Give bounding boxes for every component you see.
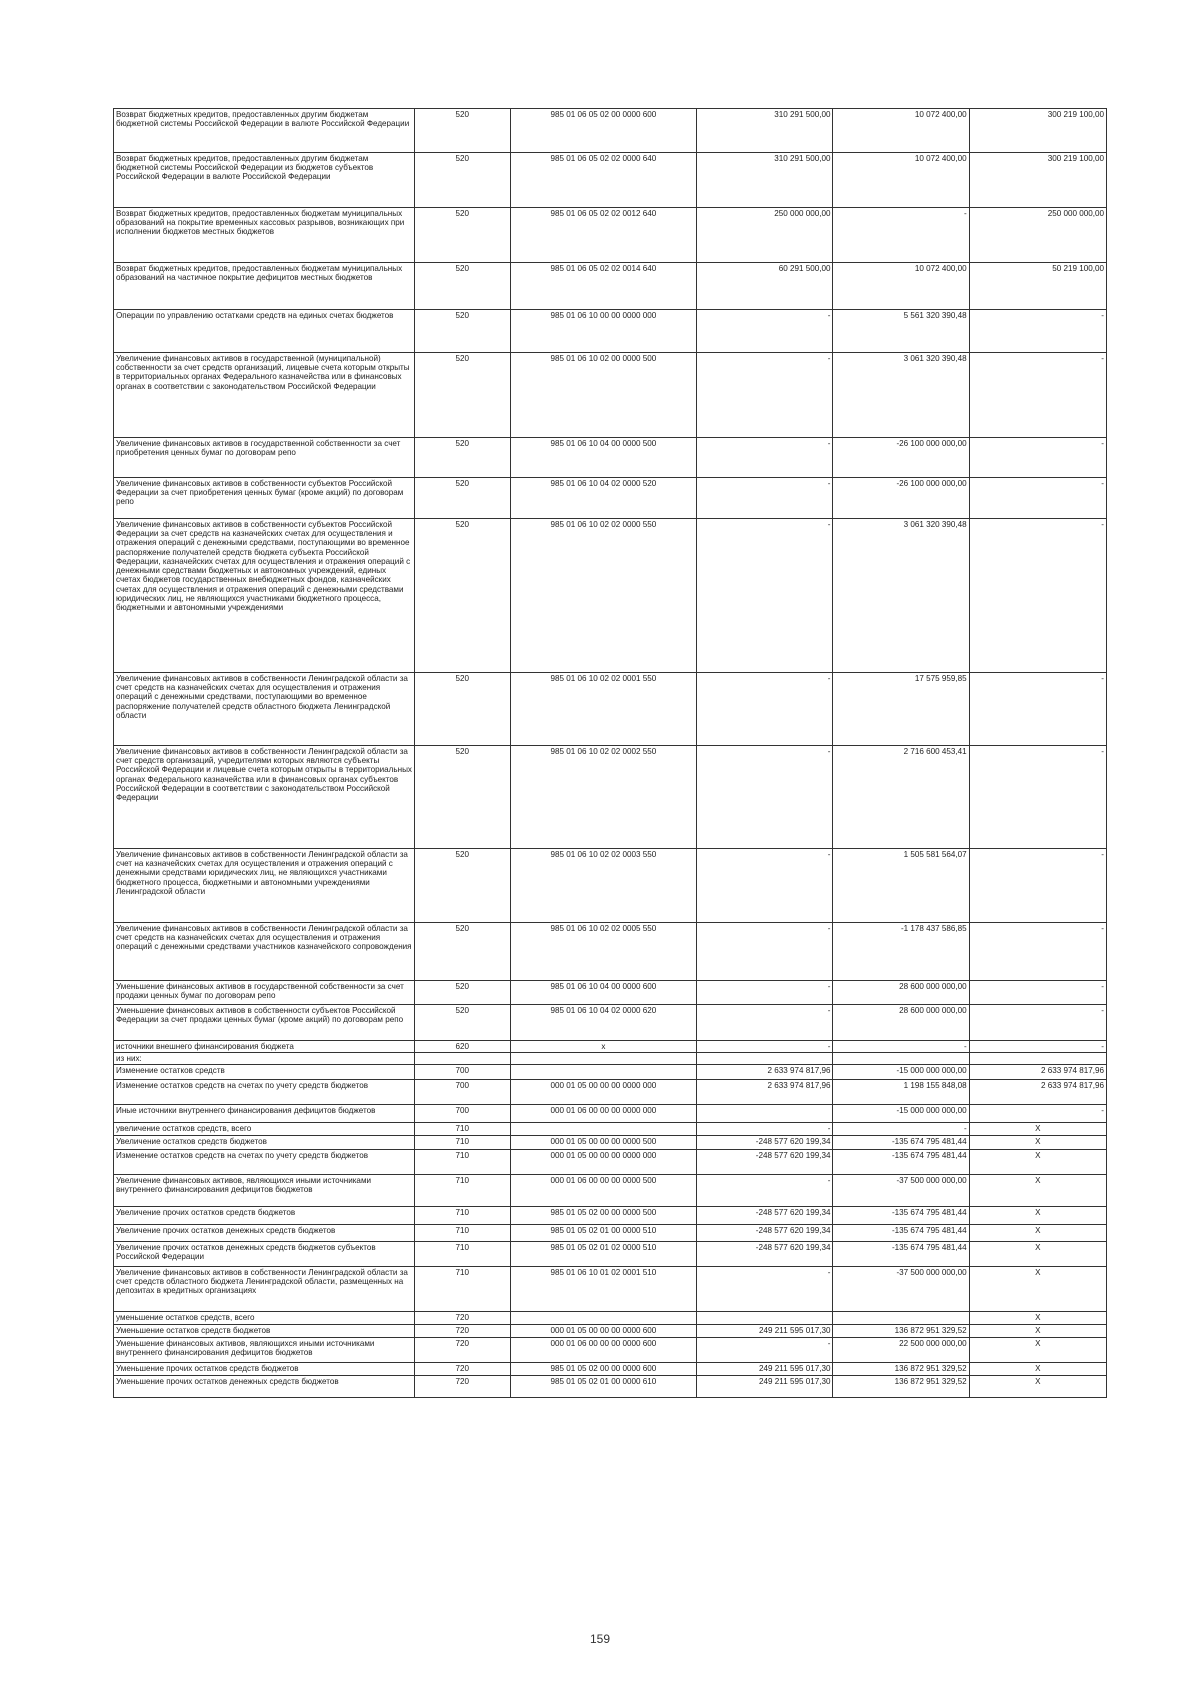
row-name: Увеличение финансовых активов в государственной (муниципальной) собственности за счет средств организаций, лицевые счета которым открыты в территориальных органах Федерального казначейства или в финансовых органах в соответствии с законодательством Российской Федерации xyxy=(114,353,415,438)
row-line-code: 720 xyxy=(414,1362,510,1375)
row-classification-code: 985 01 06 05 02 02 0012 640 xyxy=(510,208,697,263)
row-line-code: 700 xyxy=(414,1105,510,1123)
row-value-1: 310 291 500,00 xyxy=(697,153,833,208)
row-value-2 xyxy=(833,1053,969,1065)
table-row xyxy=(114,1375,1107,1397)
table-row xyxy=(114,1149,1107,1174)
page-number: 159 xyxy=(589,1632,611,1646)
row-value-1: -248 577 620 199,34 xyxy=(697,1149,833,1174)
table-row xyxy=(114,1324,1107,1337)
row-value-1: - xyxy=(697,353,833,438)
row-line-code: 710 xyxy=(414,1149,510,1174)
row-classification-code xyxy=(510,1065,697,1080)
table-row xyxy=(114,1241,1107,1266)
row-value-3: 250 000 000,00 xyxy=(969,208,1106,263)
row-value-3: X xyxy=(969,1311,1106,1324)
row-line-code: 710 xyxy=(414,1174,510,1206)
row-value-3: - xyxy=(969,673,1106,746)
row-line-code: 520 xyxy=(414,353,510,438)
row-line-code: 520 xyxy=(414,1005,510,1041)
table-row xyxy=(114,746,1107,849)
row-name: из них: xyxy=(114,1053,415,1065)
row-name: Увеличение финансовых активов в собственности субъектов Российской Федерации за счет приобретения ценных бумаг (кроме акций) по договорам репо xyxy=(114,478,415,519)
row-value-3: - xyxy=(969,1041,1106,1053)
row-classification-code: 985 01 06 10 04 00 0000 600 xyxy=(510,981,697,1005)
row-value-1: - xyxy=(697,1005,833,1041)
row-name: Увеличение прочих остатков средств бюджетов xyxy=(114,1206,415,1224)
row-line-code xyxy=(414,1053,510,1065)
row-name: Изменение остатков средств xyxy=(114,1065,415,1080)
row-name: Уменьшение прочих остатков средств бюджетов xyxy=(114,1362,415,1375)
row-value-1: - xyxy=(697,923,833,981)
table-row xyxy=(114,923,1107,981)
row-value-1: 249 211 595 017,30 xyxy=(697,1362,833,1375)
row-value-2: 136 872 951 329,52 xyxy=(833,1362,969,1375)
row-line-code: 720 xyxy=(414,1324,510,1337)
row-classification-code xyxy=(510,1311,697,1324)
row-value-2: 2 716 600 453,41 xyxy=(833,746,969,849)
row-name: уменьшение остатков средств, всего xyxy=(114,1311,415,1324)
row-value-1: - xyxy=(697,1266,833,1311)
row-value-1: 2 633 974 817,96 xyxy=(697,1080,833,1105)
row-line-code: 720 xyxy=(414,1375,510,1397)
row-value-3: - xyxy=(969,746,1106,849)
table-row xyxy=(114,1311,1107,1324)
row-classification-code: x xyxy=(510,1041,697,1053)
row-classification-code: 985 01 06 10 02 02 0001 550 xyxy=(510,673,697,746)
row-line-code: 520 xyxy=(414,849,510,923)
row-name: Возврат бюджетных кредитов, предоставленных другим бюджетам бюджетной системы Российской Федерации в валюте Российской Федерации xyxy=(114,109,415,153)
table-row xyxy=(114,519,1107,673)
row-value-1 xyxy=(697,1053,833,1065)
table-row xyxy=(114,981,1107,1005)
table-body xyxy=(114,109,1107,1398)
row-classification-code: 000 01 06 00 00 00 0000 000 xyxy=(510,1105,697,1123)
row-value-2: 22 500 000 000,00 xyxy=(833,1337,969,1362)
row-value-2: 10 072 400,00 xyxy=(833,109,969,153)
row-value-3: X xyxy=(969,1123,1106,1135)
row-name: Уменьшение финансовых активов в собственности субъектов Российской Федерации за счет продажи ценных бумаг (кроме акций) по договорам репо xyxy=(114,1005,415,1041)
row-value-3: 300 219 100,00 xyxy=(969,153,1106,208)
row-classification-code: 985 01 06 10 02 02 0002 550 xyxy=(510,746,697,849)
budget-sources-table xyxy=(113,108,1107,1398)
row-classification-code: 000 01 06 00 00 00 0000 600 xyxy=(510,1337,697,1362)
row-line-code: 520 xyxy=(414,208,510,263)
row-value-1: - xyxy=(697,1337,833,1362)
row-classification-code: 985 01 05 02 00 00 0000 600 xyxy=(510,1362,697,1375)
row-value-2: -37 500 000 000,00 xyxy=(833,1266,969,1311)
row-value-3: 2 633 974 817,96 xyxy=(969,1065,1106,1080)
row-name: Уменьшение остатков средств бюджетов xyxy=(114,1324,415,1337)
row-value-2: 3 061 320 390,48 xyxy=(833,353,969,438)
row-line-code: 620 xyxy=(414,1041,510,1053)
row-value-3: 2 633 974 817,96 xyxy=(969,1080,1106,1105)
row-value-2: 136 872 951 329,52 xyxy=(833,1324,969,1337)
row-name: Увеличение финансовых активов в собственности субъектов Российской Федерации за счет средств на казначейских счетах для осуществления и отражения операций с денежными средствами, поступающими во временное распоряжение получателей средств бюджета субъекта Российской Федерации, казначейских счетах для осуществления и отражения операций с денежными средствами бюджетных и автономных учреждений, единых счетах бюджетов государственных внебюджетных фондов, казначейских счетах для осуществления и отражения операций с денежными средствами юридических лиц, не являющихся участниками бюджетного процесса, бюджетными и автономными учреждениями xyxy=(114,519,415,673)
table-row xyxy=(114,1123,1107,1135)
row-name: Уменьшение финансовых активов в государственной собственности за счет продажи ценных бумаг по договорам репо xyxy=(114,981,415,1005)
row-value-3: X xyxy=(969,1224,1106,1241)
row-name: Возврат бюджетных кредитов, предоставленных бюджетам муниципальных образований на частичное покрытие дефицитов местных бюджетов xyxy=(114,263,415,310)
row-classification-code: 985 01 06 05 02 00 0000 600 xyxy=(510,109,697,153)
row-line-code: 720 xyxy=(414,1337,510,1362)
row-value-2: 5 561 320 390,48 xyxy=(833,310,969,353)
row-value-2: -135 674 795 481,44 xyxy=(833,1135,969,1149)
row-classification-code: 985 01 06 10 02 02 0000 550 xyxy=(510,519,697,673)
row-value-1: -248 577 620 199,34 xyxy=(697,1241,833,1266)
row-value-3: X xyxy=(969,1174,1106,1206)
row-classification-code: 000 01 05 00 00 00 0000 500 xyxy=(510,1135,697,1149)
row-value-2: - xyxy=(833,1123,969,1135)
row-classification-code: 985 01 06 10 02 02 0005 550 xyxy=(510,923,697,981)
row-line-code: 710 xyxy=(414,1241,510,1266)
table-row xyxy=(114,310,1107,353)
row-classification-code: 000 01 05 00 00 00 0000 000 xyxy=(510,1080,697,1105)
row-value-1: 249 211 595 017,30 xyxy=(697,1324,833,1337)
row-value-2: 3 061 320 390,48 xyxy=(833,519,969,673)
table-row xyxy=(114,1337,1107,1362)
row-line-code: 520 xyxy=(414,519,510,673)
row-classification-code: 985 01 06 10 04 02 0000 620 xyxy=(510,1005,697,1041)
row-value-2: -15 000 000 000,00 xyxy=(833,1105,969,1123)
row-value-1: - xyxy=(697,673,833,746)
row-line-code: 710 xyxy=(414,1206,510,1224)
row-value-2: -135 674 795 481,44 xyxy=(833,1224,969,1241)
row-value-2 xyxy=(833,1311,969,1324)
row-classification-code: 985 01 06 10 04 02 0000 520 xyxy=(510,478,697,519)
row-name: Иные источники внутреннего финансирования дефицитов бюджетов xyxy=(114,1105,415,1123)
row-classification-code: 985 01 06 05 02 02 0014 640 xyxy=(510,263,697,310)
row-line-code: 710 xyxy=(414,1123,510,1135)
row-name: Увеличение финансовых активов в собственности Ленинградской области за счет средств на казначейских счетах для осуществления и отражения операций с денежными средствами, поступающими во временное распоряжение получателей средств областного бюджета Ленинградской области xyxy=(114,673,415,746)
row-value-1: - xyxy=(697,438,833,478)
row-value-1: - xyxy=(697,1174,833,1206)
row-value-3: X xyxy=(969,1375,1106,1397)
row-value-2: -37 500 000 000,00 xyxy=(833,1174,969,1206)
table-row xyxy=(114,1005,1107,1041)
row-name: Увеличение финансовых активов в собственности Ленинградской области за счет средств организаций, учредителями которых являются субъекты Российской Федерации и лицевые счета которым открыты в территориальных органах Федерального казначейства или в финансовых органах субъектов Российской Федерации в соответствии с законодательством Российской Федерации xyxy=(114,746,415,849)
row-name: Изменение остатков средств на счетах по учету средств бюджетов xyxy=(114,1080,415,1105)
row-value-1: 249 211 595 017,30 xyxy=(697,1375,833,1397)
row-name: Уменьшение финансовых активов, являющихся иными источниками внутреннего финансирования дефицитов бюджетов xyxy=(114,1337,415,1362)
row-value-2: - xyxy=(833,208,969,263)
row-value-3: X xyxy=(969,1135,1106,1149)
row-value-3: - xyxy=(969,923,1106,981)
row-line-code: 710 xyxy=(414,1266,510,1311)
row-classification-code xyxy=(510,1123,697,1135)
row-name: Увеличение прочих остатков денежных средств бюджетов субъектов Российской Федерации xyxy=(114,1241,415,1266)
table-row xyxy=(114,1041,1107,1053)
row-value-1: -248 577 620 199,34 xyxy=(697,1206,833,1224)
table-row xyxy=(114,263,1107,310)
row-classification-code: 985 01 06 10 00 00 0000 000 xyxy=(510,310,697,353)
row-name: Увеличение финансовых активов в государственной собственности за счет приобретения ценных бумаг по договорам репо xyxy=(114,438,415,478)
table-row xyxy=(114,109,1107,153)
row-line-code: 520 xyxy=(414,746,510,849)
row-value-3: - xyxy=(969,438,1106,478)
row-value-2: - xyxy=(833,1041,969,1053)
row-name: Увеличение прочих остатков денежных средств бюджетов xyxy=(114,1224,415,1241)
row-classification-code: 000 01 05 00 00 00 0000 600 xyxy=(510,1324,697,1337)
row-classification-code: 985 01 06 10 02 00 0000 500 xyxy=(510,353,697,438)
row-value-1: - xyxy=(697,478,833,519)
table-row xyxy=(114,1065,1107,1080)
row-value-1: - xyxy=(697,1123,833,1135)
row-classification-code: 000 01 05 00 00 00 0000 000 xyxy=(510,1149,697,1174)
row-value-2: -26 100 000 000,00 xyxy=(833,478,969,519)
row-classification-code: 000 01 06 00 00 00 0000 500 xyxy=(510,1174,697,1206)
row-value-3: - xyxy=(969,310,1106,353)
row-value-3: X xyxy=(969,1149,1106,1174)
row-classification-code: 985 01 05 02 01 00 0000 510 xyxy=(510,1224,697,1241)
row-value-3: - xyxy=(969,1105,1106,1123)
row-value-2: 136 872 951 329,52 xyxy=(833,1375,969,1397)
row-name: Увеличение остатков средств бюджетов xyxy=(114,1135,415,1149)
row-classification-code: 985 01 06 10 04 00 0000 500 xyxy=(510,438,697,478)
row-classification-code xyxy=(510,1053,697,1065)
row-line-code: 520 xyxy=(414,310,510,353)
row-value-3: - xyxy=(969,519,1106,673)
row-line-code: 710 xyxy=(414,1135,510,1149)
row-value-1: 60 291 500,00 xyxy=(697,263,833,310)
row-value-2: -15 000 000 000,00 xyxy=(833,1065,969,1080)
row-value-3: X xyxy=(969,1266,1106,1311)
row-value-3: - xyxy=(969,849,1106,923)
row-value-2: 10 072 400,00 xyxy=(833,263,969,310)
row-line-code: 520 xyxy=(414,153,510,208)
row-value-1: - xyxy=(697,310,833,353)
row-name: Увеличение финансовых активов в собственности Ленинградской области за счет средств областного бюджета Ленинградской области, размещенных на депозитах в кредитных организациях xyxy=(114,1266,415,1311)
table-row xyxy=(114,1135,1107,1149)
table-row xyxy=(114,1206,1107,1224)
row-value-3 xyxy=(969,1053,1106,1065)
row-line-code: 520 xyxy=(414,478,510,519)
row-name: Возврат бюджетных кредитов, предоставленных другим бюджетам бюджетной системы Российской Федерации из бюджетов субъектов Российской Федерации в валюте Российской Федерации xyxy=(114,153,415,208)
row-name: Увеличение финансовых активов в собственности Ленинградской области за счет на казначейских счетах для осуществления и отражения операций с денежными средствами юридических лиц, не являющихся участниками бюджетного процесса, бюджетными и автономными учреждениями Ленинградской области xyxy=(114,849,415,923)
row-value-1: - xyxy=(697,519,833,673)
row-value-1 xyxy=(697,1105,833,1123)
row-value-2: -26 100 000 000,00 xyxy=(833,438,969,478)
row-classification-code: 985 01 06 05 02 02 0000 640 xyxy=(510,153,697,208)
table-row xyxy=(114,478,1107,519)
row-value-1: -248 577 620 199,34 xyxy=(697,1224,833,1241)
row-value-3: - xyxy=(969,478,1106,519)
table-row xyxy=(114,353,1107,438)
table-row xyxy=(114,1224,1107,1241)
row-value-3: 50 219 100,00 xyxy=(969,263,1106,310)
row-value-1: 2 633 974 817,96 xyxy=(697,1065,833,1080)
row-value-2: 1 505 581 564,07 xyxy=(833,849,969,923)
row-value-2: 28 600 000 000,00 xyxy=(833,1005,969,1041)
row-line-code: 520 xyxy=(414,981,510,1005)
row-classification-code: 985 01 05 02 01 02 0000 510 xyxy=(510,1241,697,1266)
row-value-2: 10 072 400,00 xyxy=(833,153,969,208)
row-name: Операции по управлению остатками средств на единых счетах бюджетов xyxy=(114,310,415,353)
row-value-2: 17 575 959,85 xyxy=(833,673,969,746)
table-row xyxy=(114,1174,1107,1206)
row-value-2: -135 674 795 481,44 xyxy=(833,1206,969,1224)
row-value-1: -248 577 620 199,34 xyxy=(697,1135,833,1149)
row-line-code: 520 xyxy=(414,923,510,981)
table-row xyxy=(114,1080,1107,1105)
row-line-code: 520 xyxy=(414,109,510,153)
row-line-code: 700 xyxy=(414,1065,510,1080)
row-name: Увеличение финансовых активов в собственности Ленинградской области за счет средств на казначейских счетах для осуществления и отражения операций с денежными средствами участников казначейского сопровождения xyxy=(114,923,415,981)
row-value-3: X xyxy=(969,1206,1106,1224)
row-value-3: X xyxy=(969,1337,1106,1362)
row-value-2: -1 178 437 586,85 xyxy=(833,923,969,981)
row-name: Уменьшение прочих остатков денежных средств бюджетов xyxy=(114,1375,415,1397)
row-line-code: 720 xyxy=(414,1311,510,1324)
row-value-3: X xyxy=(969,1324,1106,1337)
row-value-3: - xyxy=(969,353,1106,438)
row-line-code: 520 xyxy=(414,263,510,310)
row-value-3: 300 219 100,00 xyxy=(969,109,1106,153)
row-value-3: - xyxy=(969,981,1106,1005)
row-classification-code: 985 01 06 10 01 02 0001 510 xyxy=(510,1266,697,1311)
row-line-code: 520 xyxy=(414,673,510,746)
row-classification-code: 985 01 05 02 01 00 0000 610 xyxy=(510,1375,697,1397)
row-line-code: 710 xyxy=(414,1224,510,1241)
table-row xyxy=(114,438,1107,478)
table-row xyxy=(114,1266,1107,1311)
table-row xyxy=(114,208,1107,263)
row-value-2: -135 674 795 481,44 xyxy=(833,1149,969,1174)
row-classification-code: 985 01 06 10 02 02 0003 550 xyxy=(510,849,697,923)
row-value-1: - xyxy=(697,849,833,923)
row-name: Увеличение финансовых активов, являющихся иными источниками внутреннего финансирования дефицитов бюджетов xyxy=(114,1174,415,1206)
row-value-1: 310 291 500,00 xyxy=(697,109,833,153)
row-value-1: - xyxy=(697,981,833,1005)
table-row xyxy=(114,1053,1107,1065)
row-name: Изменение остатков средств на счетах по учету средств бюджетов xyxy=(114,1149,415,1174)
row-value-1: 250 000 000,00 xyxy=(697,208,833,263)
row-name: увеличение остатков средств, всего xyxy=(114,1123,415,1135)
row-line-code: 700 xyxy=(414,1080,510,1105)
row-value-2: -135 674 795 481,44 xyxy=(833,1241,969,1266)
table-row xyxy=(114,153,1107,208)
table-row xyxy=(114,1105,1107,1123)
row-value-1: - xyxy=(697,746,833,849)
row-value-3: X xyxy=(969,1241,1106,1266)
row-value-1 xyxy=(697,1311,833,1324)
table-row xyxy=(114,1362,1107,1375)
row-name: Возврат бюджетных кредитов, предоставленных бюджетам муниципальных образований на покрытие временных кассовых разрывов, возникающих при исполнении бюджетов местных бюджетов xyxy=(114,208,415,263)
row-line-code: 520 xyxy=(414,438,510,478)
row-value-2: 1 198 155 848,08 xyxy=(833,1080,969,1105)
table-row xyxy=(114,849,1107,923)
row-classification-code: 985 01 05 02 00 00 0000 500 xyxy=(510,1206,697,1224)
table-row xyxy=(114,673,1107,746)
row-value-3: - xyxy=(969,1005,1106,1041)
row-value-2: 28 600 000 000,00 xyxy=(833,981,969,1005)
row-value-1: - xyxy=(697,1041,833,1053)
row-name: источники внешнего финансирования бюджета xyxy=(114,1041,415,1053)
row-value-3: X xyxy=(969,1362,1106,1375)
